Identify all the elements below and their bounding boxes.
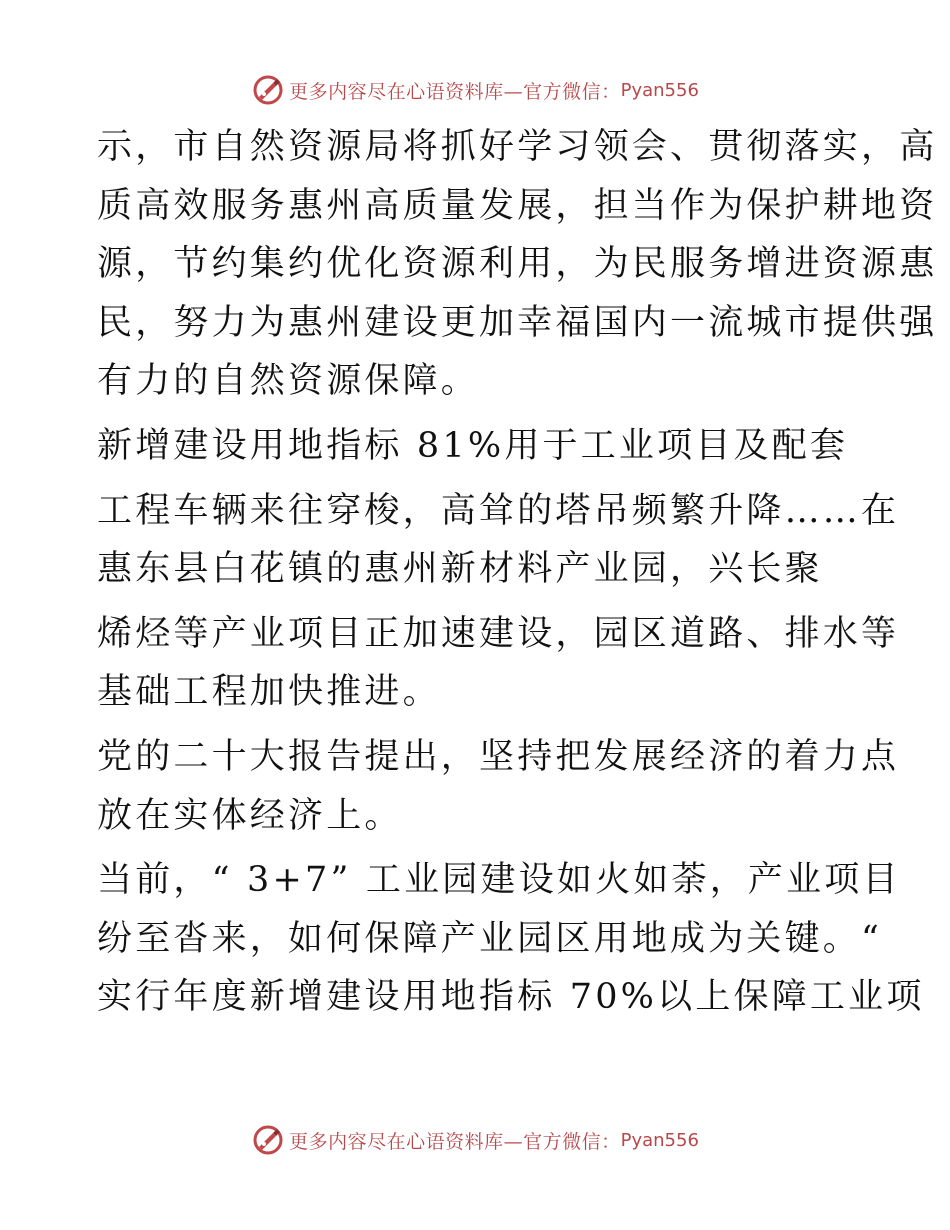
watermark-text: 更多内容尽在心语资料库—官方微信： [289, 80, 621, 103]
text-line: 烯烃等产业项目正加速建设，园区道路、排水等 [97, 613, 900, 654]
text-line: 源，节约集约优化资源利用，为民服务增进资源惠 [97, 244, 938, 285]
paragraph [97, 118, 938, 411]
paragraph [97, 482, 900, 599]
text-line: 当前，“ 3+7” 工业园建设如火如荼，产业项目 [97, 860, 901, 901]
text-line: 新增建设用地指标 81%用于工业项目及配套 [97, 425, 849, 466]
watermark-handle: Pyan556 [620, 1129, 699, 1151]
watermark-text: 更多内容尽在心语资料库—官方微信： [289, 1130, 621, 1153]
text-line: 纷至沓来，如何保障产业园区用地成为关键。“ [97, 918, 883, 959]
text-line: 质高效服务惠州高质量发展，担当作为保护耕地资 [97, 185, 938, 226]
text-line: 示，市自然资源局将抓好学习领会、贯彻落实，高 [97, 127, 938, 167]
logo-icon [251, 1123, 285, 1157]
text-line: 实行年度新增建设用地指标 70%以上保障工业项 [97, 977, 925, 1018]
header-watermark [0, 70, 950, 110]
text-line: 基础工程加快推进。 [97, 672, 441, 713]
section-heading [97, 417, 857, 476]
text-line: 党的二十大报告提出，坚持把发展经济的着力点 [97, 736, 900, 777]
text-line: 放在实体经济上。 [97, 795, 403, 836]
footer-watermark [0, 1120, 950, 1160]
logo-icon [251, 73, 285, 107]
document-body [97, 118, 938, 1027]
text-line: 有力的自然资源保障。 [97, 361, 480, 402]
watermark-handle: Pyan556 [620, 79, 699, 101]
paragraph [97, 728, 900, 845]
text-line: 工程车辆来往穿梭，高耸的塔吊频繁升降……在 [97, 490, 900, 531]
text-line: 民，努力为惠州建设更加幸福国内一流城市提供强 [97, 302, 938, 343]
paragraph [97, 605, 900, 722]
paragraph [97, 851, 925, 1027]
text-line: 惠东县白花镇的惠州新材料产业园，兴长聚 [97, 549, 823, 590]
